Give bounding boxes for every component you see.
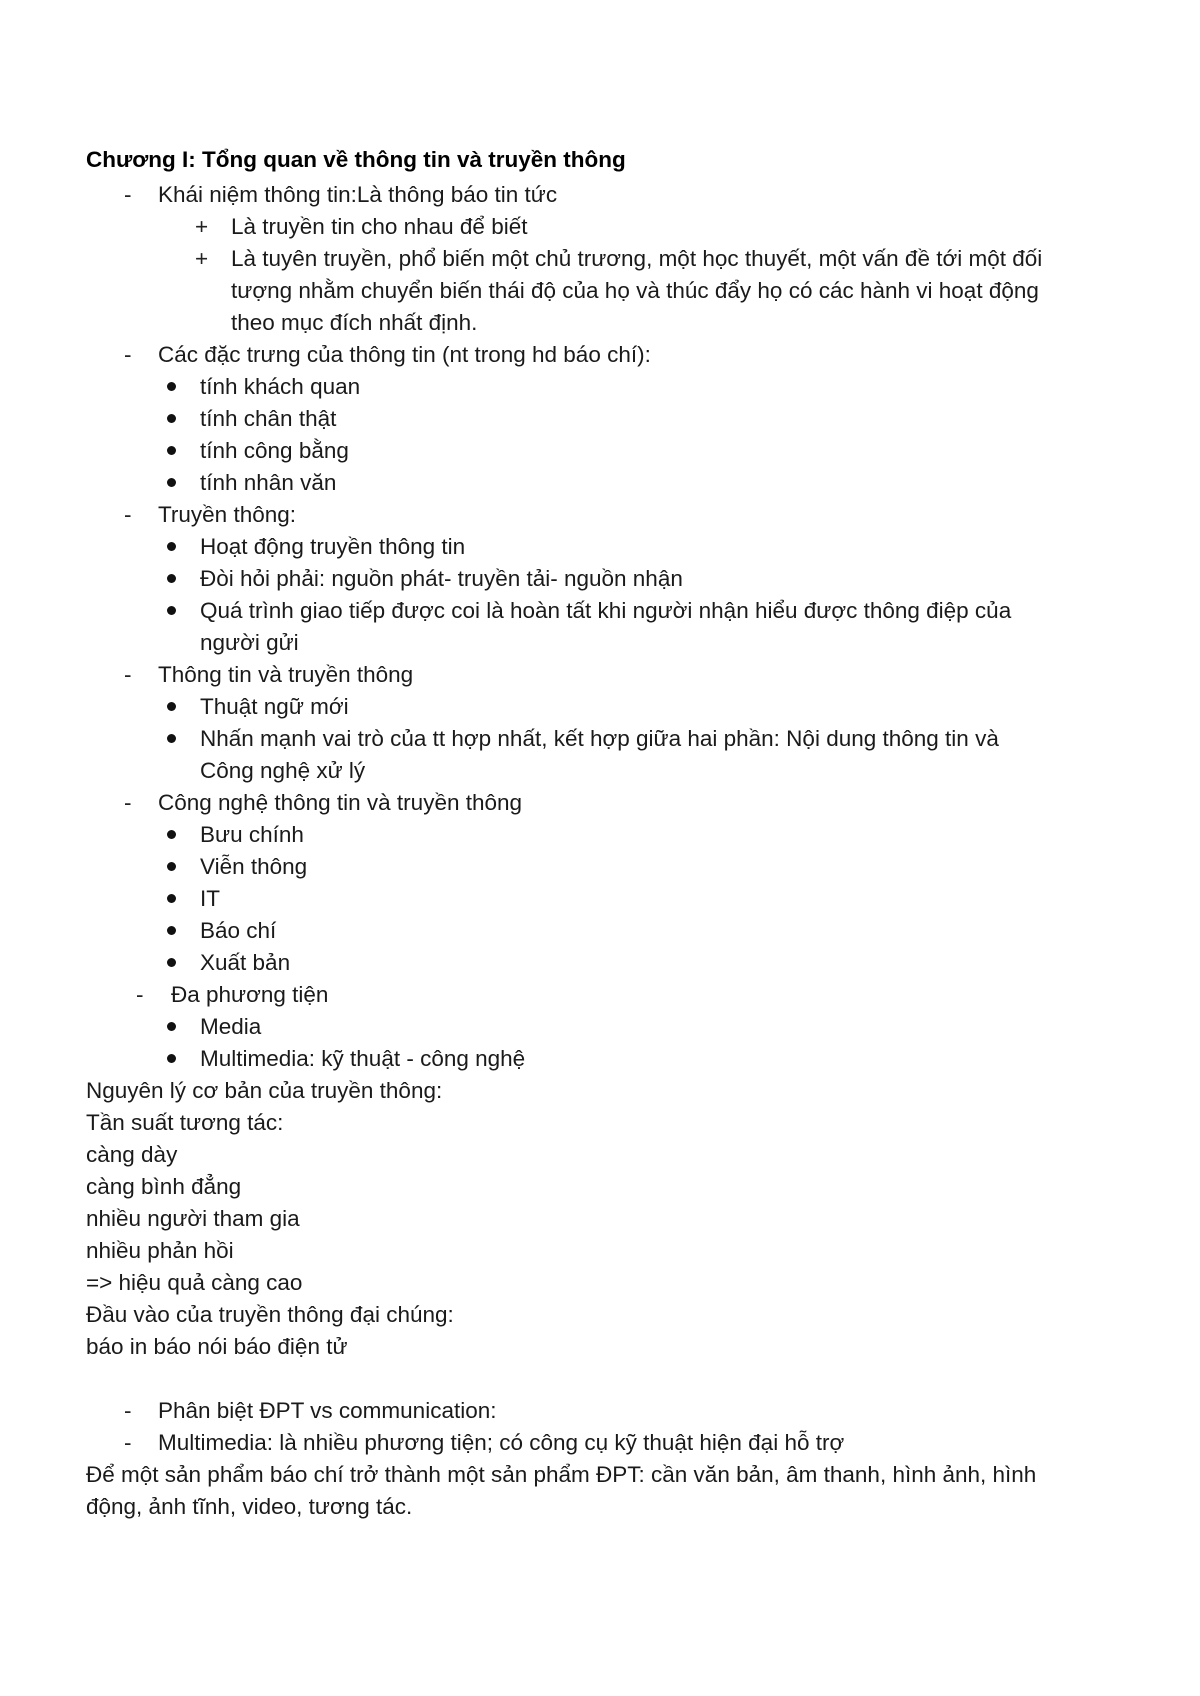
dash-marker: - bbox=[124, 1398, 132, 1423]
bullet-item: Quá trình giao tiếp được coi là hoàn tất khi người nhận hiểu được thông điệp của bbox=[200, 598, 1012, 623]
bullet-item: Hoạt động truyền thông tin bbox=[200, 534, 466, 559]
bullet-item: Nhấn mạnh vai trò của tt hợp nhất, kết hợp giữa hai phần: Nội dung thông tin và bbox=[200, 726, 999, 751]
bullet-item: Xuất bản bbox=[200, 950, 291, 975]
section-6-item: Đa phương tiện bbox=[171, 982, 329, 1007]
bullet-dot bbox=[167, 926, 176, 935]
dash-marker: - bbox=[124, 1430, 132, 1455]
section-1-item: Khái niệm thông tin:Là thông báo tin tức bbox=[158, 182, 558, 207]
section-4-item: Thông tin và truyền thông bbox=[158, 662, 414, 687]
bullet-dot bbox=[167, 478, 176, 487]
bullet-item: tính khách quan bbox=[200, 374, 361, 399]
bullet-item: tính nhân văn bbox=[200, 470, 337, 495]
bullet-item: Báo chí bbox=[200, 918, 277, 943]
sub-item-continuation: tượng nhằm chuyển biến thái độ của họ và thúc đẩy họ có các hành vi hoạt động bbox=[231, 278, 1039, 303]
bullet-dot bbox=[167, 830, 176, 839]
plain-line: càng bình đẳng bbox=[86, 1174, 242, 1199]
page-title: Chương I: Tổng quan về thông tin và truyền thông bbox=[86, 147, 626, 172]
bullet-item: IT bbox=[200, 886, 220, 911]
bullet-dot bbox=[167, 1054, 176, 1063]
bullet-item: Bưu chính bbox=[200, 822, 304, 847]
closing-line: Để một sản phẩm báo chí trở thành một sản phẩm ĐPT: cần văn bản, âm thanh, hình ảnh, hình bbox=[86, 1462, 1037, 1487]
dash-marker: - bbox=[124, 790, 132, 815]
bullet-item-continuation: người gửi bbox=[200, 630, 299, 655]
bullet-dot bbox=[167, 734, 176, 743]
plain-line: Đầu vào của truyền thông đại chúng: bbox=[86, 1302, 454, 1327]
sub-item-continuation: theo mục đích nhất định. bbox=[231, 310, 478, 335]
plain-line: => hiệu quả càng cao bbox=[86, 1270, 303, 1295]
plus-marker: + bbox=[195, 246, 209, 271]
dash-marker: - bbox=[136, 982, 144, 1007]
bullet-dot bbox=[167, 382, 176, 391]
dash-marker: - bbox=[124, 502, 132, 527]
bullet-dot bbox=[167, 894, 176, 903]
bullet-dot bbox=[167, 606, 176, 615]
bullet-dot bbox=[167, 1022, 176, 1031]
plain-line: Tần suất tương tác: bbox=[86, 1110, 284, 1135]
bullet-dot bbox=[167, 574, 176, 583]
plus-marker: + bbox=[195, 214, 209, 239]
bullet-dot bbox=[167, 862, 176, 871]
section-5-item: Công nghệ thông tin và truyền thông bbox=[158, 790, 523, 815]
dash-marker: - bbox=[124, 342, 132, 367]
section-3-item: Truyền thông: bbox=[158, 502, 296, 527]
plain-line: nhiều người tham gia bbox=[86, 1206, 300, 1231]
bullet-item: Thuật ngữ mới bbox=[200, 694, 349, 719]
bullet-item: Viễn thông bbox=[200, 854, 308, 879]
bullet-item: tính chân thật bbox=[200, 406, 337, 431]
bullet-item: Multimedia: kỹ thuật - công nghệ bbox=[200, 1046, 526, 1071]
plain-line: nhiều phản hồi bbox=[86, 1238, 234, 1263]
section-2-item: Các đặc trưng của thông tin (nt trong hd báo chí): bbox=[158, 342, 651, 367]
bullet-item: tính công bằng bbox=[200, 438, 349, 463]
sub-item: Là truyền tin cho nhau để biết bbox=[231, 214, 528, 239]
plain-line: báo in báo nói báo điện tử bbox=[86, 1334, 348, 1359]
plain-line: càng dày bbox=[86, 1142, 178, 1167]
dash-marker: - bbox=[124, 662, 132, 687]
bullet-item: Đòi hỏi phải: nguồn phát- truyền tải- nguồn nhận bbox=[200, 566, 683, 591]
sub-item: Là tuyên truyền, phổ biến một chủ trương, một học thuyết, một vấn đề tới một đối bbox=[231, 246, 1043, 271]
bullet-dot bbox=[167, 414, 176, 423]
bullet-dot bbox=[167, 542, 176, 551]
dash-marker: - bbox=[124, 182, 132, 207]
bullet-dot bbox=[167, 958, 176, 967]
closing-line: động, ảnh tĩnh, video, tương tác. bbox=[86, 1494, 413, 1519]
plain-line: Nguyên lý cơ bản của truyền thông: bbox=[86, 1078, 443, 1103]
bullet-item-continuation: Công nghệ xử lý bbox=[200, 758, 366, 783]
bullet-item: Media bbox=[200, 1014, 262, 1039]
bullet-dot bbox=[167, 446, 176, 455]
bullet-dot bbox=[167, 702, 176, 711]
section-7-item: Multimedia: là nhiều phương tiện; có công cụ kỹ thuật hiện đại hỗ trợ bbox=[158, 1430, 845, 1455]
section-7-item: Phân biệt ĐPT vs communication: bbox=[158, 1398, 497, 1423]
